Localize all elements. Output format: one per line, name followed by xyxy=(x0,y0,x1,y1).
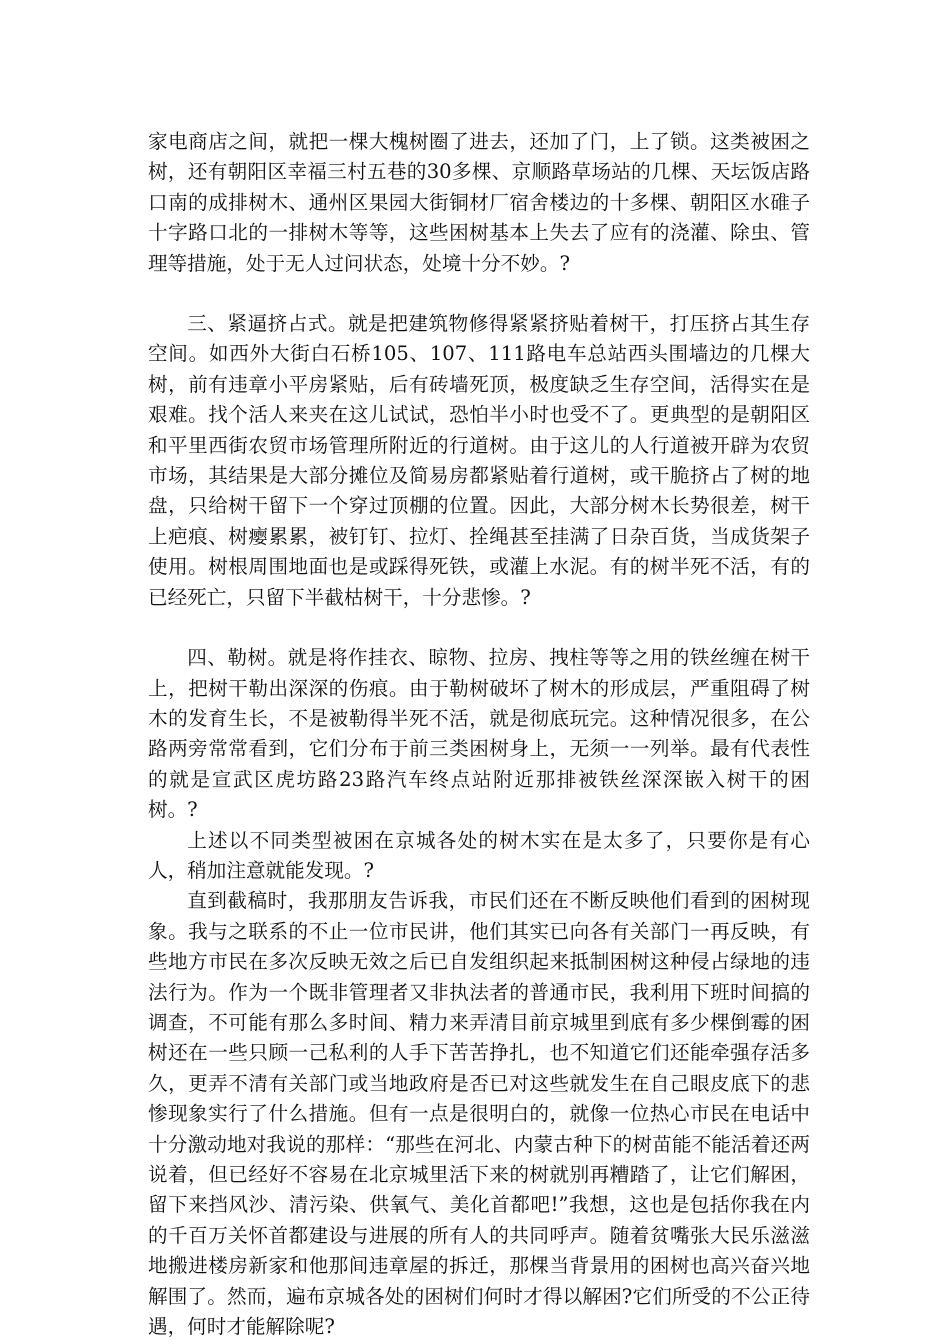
paragraph-section-four: 四、勒树。就是将作挂衣、晾物、拉房、拽柱等等之用的铁丝缠在树干上，把树干勒出深深的伤痕。由于勒树破坏了树木的形成层，严重阻碍了树木的发育生长，不是被勒得半死不活，就是彻底玩完。这种情况很多，在公路两旁常常看到，它们分布于前三类困树身上，无须一一列举。最有代表性的就是宣武区虎坊路23路汽车终点站附近那排被铁丝深深嵌入树干的困树。? xyxy=(148,646,810,822)
paragraph-section-three: 三、紧逼挤占式。就是把建筑物修得紧紧挤贴着树干，打压挤占其生存空间。如西外大街白石桥105、107、111路电车总站西头围墙边的几棵大树，前有违章小平房紧贴，后有砖墙死顶，极度缺乏生存空间，活得实在是艰难。找个活人来夹在这儿试试，恐怕半小时也受不了。更典型的是朝阳区和平里西街农贸市场管理所附近的行道树。由于这儿的人行道被开辟为农贸市场，其结果是大部分摊位及简易房都紧贴着行道树，或干脆挤占了树的地盘，只给树干留下一个穿过顶棚的位置。因此，大部分树木长势很差，树干上疤痕、树瘿累累，被钉钉、拉灯、拴绳甚至挂满了日杂百货，当成货架子使用。树根周围地面也是或踩得死铁，或灌上水泥。有的树半死不活，有的已经死亡，只留下半截枯树干，十分悲惨。? xyxy=(148,312,810,609)
paragraph-continuation: 家电商店之间，就把一棵大槐树圈了进去，还加了门，上了锁。这类被困之树，还有朝阳区幸福三村五巷的30多棵、京顺路草场站的几棵、天坛饭店路口南的成排树木、通州区果园大街铜材厂宿舍楼边的十多棵、朝阳区水碓子十字路口北的一排树木等等，这些困树基本上失去了应有的浇灌、除虫、管理等措施，处于无人过问状态，处境十分不妙。? xyxy=(148,130,810,275)
article-body xyxy=(148,127,810,1342)
paragraph-summary: 上述以不同类型被困在京城各处的树木实在是太多了，只要你是有心人，稍加注意就能发现。? xyxy=(148,828,810,882)
paragraph-conclusion: 直到截稿时，我那朋友告诉我，市民们还在不断反映他们看到的困树现象。我与之联系的不止一位市民讲，他们其实已向各有关部门一再反映，有些地方市民在多次反映无效之后已自发组织起来抵制困树这种侵占绿地的违法行为。作为一个既非管理者又非执法者的普通市民，我利用下班时间搞的调查，不可能有那么多时间、精力来弄清目前京城里到底有多少棵倒霉的困树还在一些只顾一己私利的人手下苦苦挣扎，也不知道它们还能牵强存活多久，更弄不清有关部门或当地政府是否已对这些就发生在自己眼皮底下的悲惨现象实行了什么措施。但有一点是很明白的，就像一位热心市民在电话中十分激动地对我说的那样：“那些在河北、内蒙古种下的树苗能不能活着还两说着，但已经好不容易在北京城里活下来的树就别再糟踏了，让它们解困，留下来挡风沙、清污染、供氧气、美化首都吧!”我想，这也是包括你我在内的千百万关怀首都建设与进展的所有人的共同呼声。随着贫嘴张大民乐滋滋地搬进楼房新家和他那间违章屋的拆迁，那棵当背景用的困树也高兴奋兴地解围了。然而，遍布京城各处的困树们何时才得以解困?它们所受的不公正待遇，何时才能解除呢? xyxy=(148,889,810,1339)
